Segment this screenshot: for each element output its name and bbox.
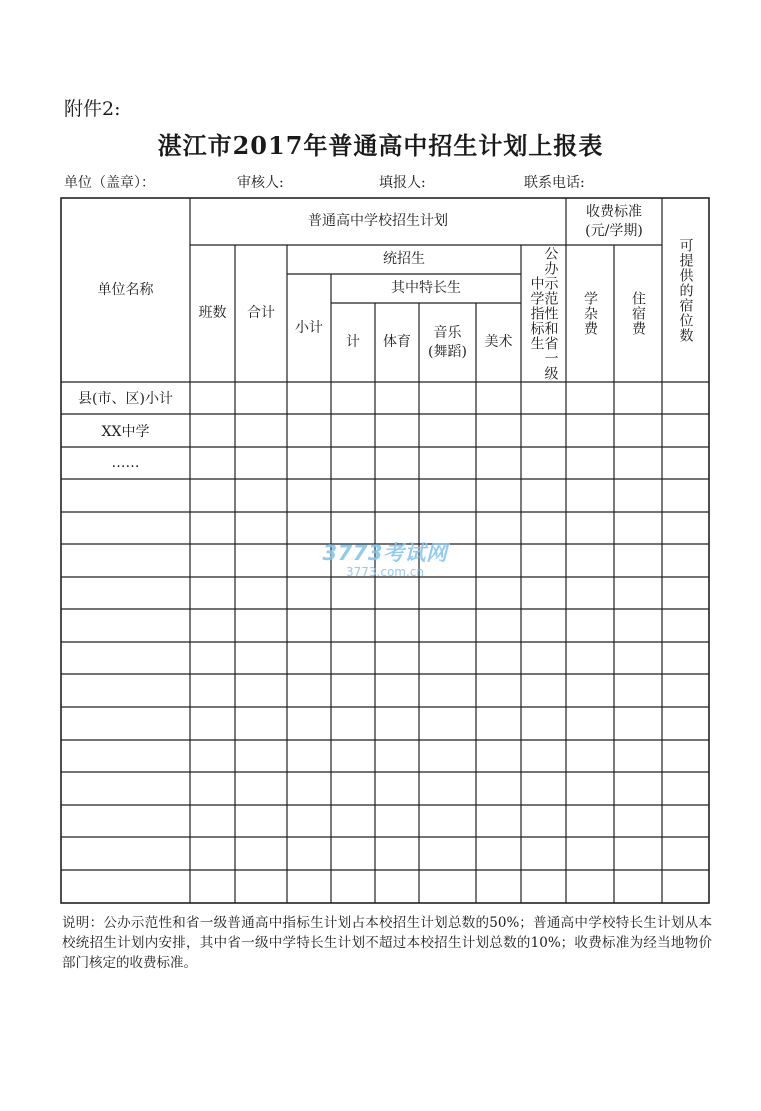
header-unified: 统招生: [383, 251, 425, 268]
header-total: 合计: [247, 305, 275, 322]
header-subtotal: 小计: [295, 319, 323, 336]
footnote: 说明：公办示范性和省一级普通高中指标生计划占本校招生计划总数的50%；普通高中学校特长生计划从本校统招生计划内安排，其中省一级中学特长生计划不超过本校招生计划总数的10%；收费标准为经当地物价部门核定的收费标准。: [62, 915, 712, 971]
attachment-label: 附件2:: [64, 98, 121, 120]
header-plan-group: 普通高中学校招生计划: [308, 213, 448, 230]
header-fee-group: 收费标准 (元/学期): [585, 203, 643, 239]
watermark-main: 3773考试网: [322, 541, 448, 565]
header-sports: 体育: [383, 334, 411, 351]
phone-label: 联系电话:: [524, 175, 585, 191]
header-art: 美术: [484, 334, 513, 351]
row-label-school: XX中学: [101, 423, 150, 440]
watermark-sub: 3773.com.cn: [346, 565, 424, 579]
row-label-county-subtotal: 县(市、区)小计: [78, 391, 173, 407]
header-dorm-fee: 住宿费: [630, 291, 646, 336]
unit-seal-label: 单位（盖章）：: [64, 175, 155, 191]
header-spec-total: 计: [346, 334, 360, 351]
page-title: 湛江市2017年普通高中招生计划上报表: [157, 131, 604, 160]
watermark: [300, 537, 470, 579]
header-tuition-cell: [566, 245, 614, 382]
row-label-ellipsis: ……: [111, 455, 140, 471]
header-music: 音乐 (舞蹈): [428, 324, 467, 360]
header-dorm-cell: [614, 245, 662, 382]
filler-label: 填报人:: [379, 175, 426, 191]
header-beds: 可提供的宿位数: [677, 237, 694, 343]
header-model-school-quota: 公办示范性和省一级中学指标生: [528, 246, 559, 381]
header-beds-cell: [662, 198, 709, 382]
header-classes: 班数: [198, 305, 227, 322]
reviewer-label: 审核人:: [237, 175, 284, 191]
header-quota-cell: [521, 245, 566, 382]
header-specialty-group: 其中特长生: [391, 280, 461, 297]
header-unit-name: 单位名称: [97, 281, 154, 298]
header-tuition: 学杂费: [582, 291, 598, 336]
